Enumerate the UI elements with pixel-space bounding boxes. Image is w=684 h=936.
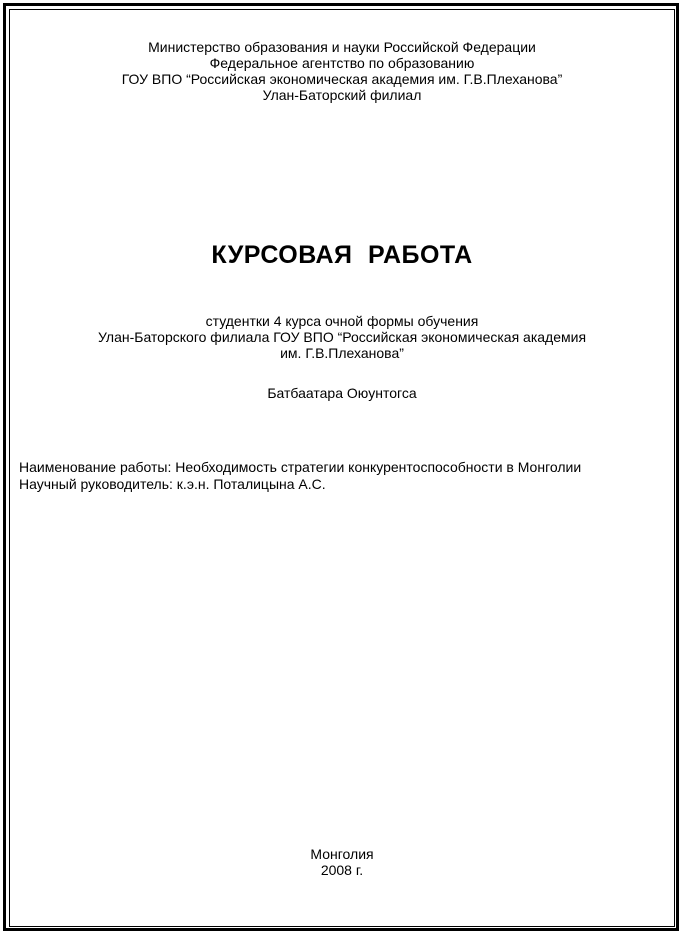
student-name: Батбаатара Оюунтогса — [267, 385, 417, 401]
document-title: КУРСОВАЯ РАБОТА — [211, 241, 473, 269]
footer-year: 2008 г. — [320, 862, 364, 878]
student-info — [0, 313, 684, 361]
work-topic: Наименование работы: Необходимость стратегии конкурентоспособности в Монголии — [19, 459, 582, 475]
footer-place: Монголия — [310, 846, 374, 862]
student-course-line: студентки 4 курса очной формы обучения — [205, 313, 479, 329]
institution-header — [0, 39, 684, 103]
agency-line: Федеральное агентство по образованию — [209, 55, 475, 71]
student-academy-line: им. Г.В.Плеханова” — [280, 345, 404, 361]
work-supervisor: Научный руководитель: к.э.н. Поталицына А.С. — [19, 476, 326, 492]
work-details — [19, 459, 659, 493]
ministry-line: Министерство образования и науки Российской Федерации — [148, 39, 536, 55]
student-branch-line: Улан-Баторского филиала ГОУ ВПО “Российская экономическая академия — [97, 329, 587, 345]
academy-line: ГОУ ВПО “Российская экономическая академия им. Г.В.Плеханова” — [121, 71, 563, 87]
footer — [0, 846, 684, 878]
branch-line: Улан-Баторский филиал — [262, 87, 422, 103]
